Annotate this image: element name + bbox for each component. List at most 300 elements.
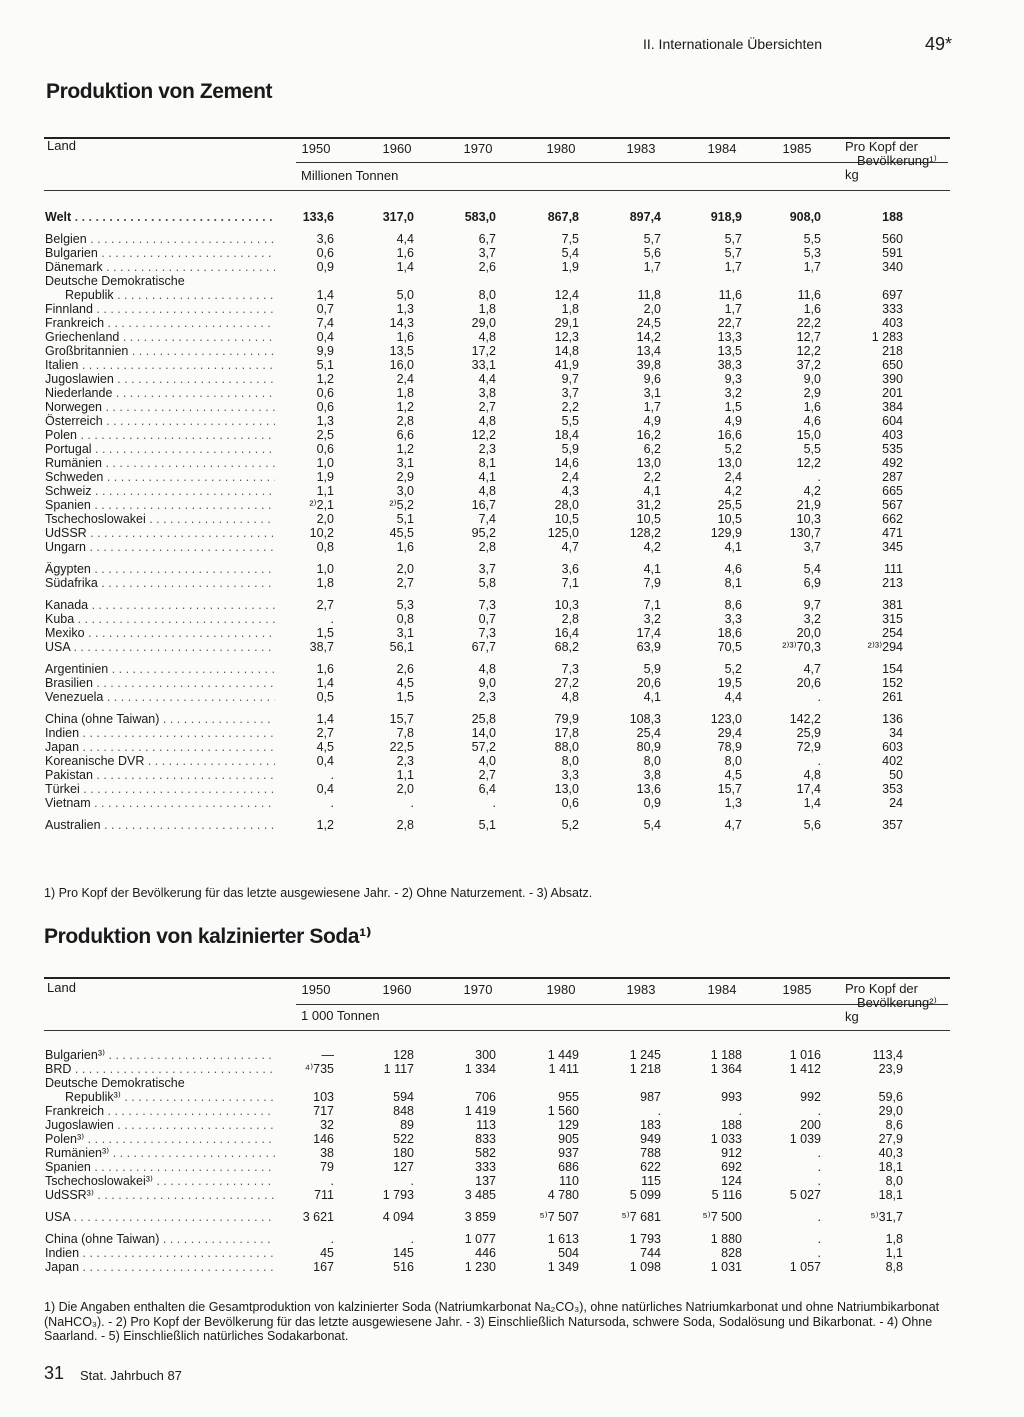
cell-value: 1 230 [464, 1260, 496, 1274]
cell-value: 4,8 [478, 414, 496, 428]
row-label: Vietnam . . . [45, 796, 275, 810]
cell-value: 127 [393, 1160, 414, 1174]
cell-value: 128 [393, 1048, 414, 1062]
cell-value: 14,2 [636, 330, 661, 344]
cell-value: 4,9 [724, 414, 742, 428]
cell-value: 2,7 [316, 598, 334, 612]
cell-value: 188 [721, 1118, 742, 1132]
cell-value: 72,9 [796, 740, 821, 754]
row-label: Australien . . . [45, 818, 275, 832]
cell-value: 4,2 [643, 540, 661, 554]
cell-value: 848 [393, 1104, 414, 1118]
cell-value: 29,0 [878, 1104, 903, 1118]
cell-value: 0,6 [316, 246, 334, 260]
cell-value: 5,3 [803, 246, 821, 260]
cell-value: 0,6 [316, 386, 334, 400]
table-row [44, 372, 950, 386]
table-row [44, 512, 950, 526]
cell-value: . [817, 1246, 821, 1260]
cell-value: 12,2 [471, 428, 496, 442]
cell-value: 28,0 [554, 498, 579, 512]
cell-value: 5,4 [561, 246, 579, 260]
row-label: China (ohne Taiwan) . . . [45, 712, 275, 726]
cement-unit: Millionen Tonnen [301, 168, 399, 183]
cell-value: 1 560 [547, 1104, 579, 1118]
cell-value: 4,5 [724, 768, 742, 782]
cell-value: 1,8 [316, 576, 334, 590]
cell-value: 4,4 [478, 372, 496, 386]
cell-value: 95,2 [471, 526, 496, 540]
cell-value: 7,4 [478, 512, 496, 526]
row-label: Tschechoslowakei³⁾ . . . [45, 1174, 275, 1188]
cell-value: 103 [313, 1090, 334, 1104]
table-row [44, 526, 950, 540]
year-header: 1980 [546, 141, 576, 156]
table-row [44, 598, 950, 612]
cell-value: 5,5 [561, 414, 579, 428]
cell-value: 7,8 [396, 726, 414, 740]
cell-value: 1 411 [548, 1062, 579, 1076]
cell-value: . [817, 1104, 821, 1118]
cell-value: 22,2 [796, 316, 821, 330]
row-label: Portugal . . . [45, 442, 275, 456]
cell-value: 16,6 [717, 428, 742, 442]
cell-value: 7,9 [643, 576, 661, 590]
cell-value: 1,3 [316, 414, 334, 428]
cell-value: 1 613 [547, 1232, 579, 1246]
cell-value: 1,6 [803, 400, 821, 414]
cell-value: 261 [882, 690, 903, 704]
cell-value: 17,4 [636, 626, 661, 640]
table-row [44, 484, 950, 498]
cell-value: 1,0 [316, 562, 334, 576]
cell-value: 1,4 [316, 676, 334, 690]
cell-value: 300 [475, 1048, 496, 1062]
cell-value: 17,2 [471, 344, 496, 358]
year-header: 1983 [626, 141, 656, 156]
table-row [44, 330, 950, 344]
cell-value: 29,1 [554, 316, 579, 330]
table-row [44, 1246, 950, 1260]
cell-value: 402 [882, 754, 903, 768]
cell-value: 125,0 [547, 526, 579, 540]
cell-value: 622 [640, 1160, 661, 1174]
cell-value: 0,6 [316, 400, 334, 414]
cell-value: 908,0 [789, 210, 821, 224]
cell-value: 1,5 [724, 400, 742, 414]
cell-value: 4,4 [724, 690, 742, 704]
cell-value: 4,7 [803, 662, 821, 676]
cell-value: 1 218 [629, 1062, 661, 1076]
table-row [44, 1232, 950, 1246]
cell-value: 0,8 [396, 612, 414, 626]
cell-value: 13,3 [717, 330, 742, 344]
cell-value: 2,8 [396, 818, 414, 832]
cell-value: 1 039 [789, 1132, 821, 1146]
cell-value: 2,3 [478, 442, 496, 456]
cell-value: 16,0 [389, 358, 414, 372]
cell-value: 3,6 [316, 232, 334, 246]
cell-value: . [817, 754, 821, 768]
cell-value: 4,0 [478, 754, 496, 768]
cell-value: 25,8 [471, 712, 496, 726]
table-row [44, 1132, 950, 1146]
cell-value: 154 [882, 662, 903, 676]
cell-value: 16,7 [471, 498, 496, 512]
cell-value: 3,1 [643, 386, 661, 400]
cell-value: 686 [558, 1160, 579, 1174]
cell-value: 1,5 [316, 626, 334, 640]
row-label: Ungarn . . . [45, 540, 275, 554]
cell-value: 4,5 [396, 676, 414, 690]
cell-value: 5,0 [396, 288, 414, 302]
group-spacer [44, 704, 950, 712]
cell-value: 665 [882, 484, 903, 498]
cell-value: 41,9 [554, 358, 579, 372]
section-title: II. Internationale Übersichten [643, 36, 822, 52]
cell-value: 662 [882, 512, 903, 526]
cell-value: 38,7 [309, 640, 334, 654]
cell-value: 39,8 [636, 358, 661, 372]
cell-value: 34 [889, 726, 903, 740]
row-label: Niederlande . . . [45, 386, 275, 400]
row-label: Japan . . . [45, 740, 275, 754]
table-row [44, 676, 950, 690]
year-header: 1950 [301, 982, 331, 997]
cell-value: 1,9 [316, 470, 334, 484]
cell-value: 12,7 [796, 330, 821, 344]
cell-value: 5,2 [561, 818, 579, 832]
cell-value: 78,9 [717, 740, 742, 754]
cell-value: 111 [883, 562, 903, 576]
cell-value: 2,9 [396, 470, 414, 484]
cell-value: 1 245 [629, 1048, 661, 1062]
cell-value: 5,7 [724, 232, 742, 246]
table-row [44, 498, 950, 512]
table-row [44, 1090, 950, 1104]
row-label: Polen . . . [45, 428, 275, 442]
year-header: 1983 [626, 982, 656, 997]
cell-value: 697 [882, 288, 903, 302]
cell-value: 604 [882, 414, 903, 428]
cell-value: 14,6 [554, 456, 579, 470]
cell-value: . [817, 1174, 821, 1188]
cell-value: 3,7 [803, 540, 821, 554]
table-row [44, 1188, 950, 1202]
cell-value: 504 [558, 1246, 579, 1260]
cell-value: 18,6 [717, 626, 742, 640]
cell-value: 897,4 [629, 210, 661, 224]
cell-value: 937 [558, 1146, 579, 1160]
cell-value: 7,4 [316, 316, 334, 330]
cell-value: 317,0 [382, 210, 414, 224]
cell-value: 15,0 [796, 428, 821, 442]
cement-table [44, 210, 950, 832]
cell-value: 1,6 [396, 330, 414, 344]
cell-value: 2,3 [478, 690, 496, 704]
cell-value: 4,8 [561, 690, 579, 704]
cell-value: 0,5 [316, 690, 334, 704]
table-row [44, 442, 950, 456]
cell-value: ²⁾³⁾70,3 [782, 640, 821, 654]
cell-value: 3,7 [478, 246, 496, 260]
cell-value: 492 [882, 456, 903, 470]
cell-value: 5,1 [316, 358, 334, 372]
cell-value: 12,3 [554, 330, 579, 344]
row-label: Frankreich . . . [45, 1104, 275, 1118]
cell-value: 6,6 [396, 428, 414, 442]
row-label: China (ohne Taiwan) . . . [45, 1232, 275, 1246]
cell-value: 2,7 [316, 726, 334, 740]
page-number-top: 49* [925, 34, 953, 54]
cell-value: 11,8 [637, 288, 661, 302]
cell-value: 4,8 [478, 484, 496, 498]
cell-value: 1,1 [316, 484, 334, 498]
cell-value: 10,3 [554, 598, 579, 612]
cell-value: 3,2 [643, 612, 661, 626]
cell-value: 2,0 [643, 302, 661, 316]
cell-value: 403 [882, 316, 903, 330]
cell-value: 2,7 [478, 768, 496, 782]
cell-value: 1 793 [382, 1188, 414, 1202]
cell-value: 14,0 [471, 726, 496, 740]
cell-value: 1 419 [464, 1104, 496, 1118]
cell-value: 40,3 [878, 1146, 903, 1160]
table-row [44, 260, 950, 274]
table-row [44, 640, 950, 654]
cell-value: 5 099 [629, 1188, 661, 1202]
cell-value: 5,9 [643, 662, 661, 676]
row-label: Republik . . . [45, 288, 276, 302]
cell-value: 390 [882, 372, 903, 386]
cell-value: 2,4 [396, 372, 414, 386]
cell-value: 80,9 [636, 740, 661, 754]
cell-value: 403 [882, 428, 903, 442]
cell-value: 4,9 [643, 414, 661, 428]
cell-value: — [321, 1048, 334, 1062]
cell-value: 744 [640, 1246, 661, 1260]
cell-value: 4,3 [561, 484, 579, 498]
cell-value: 17,4 [796, 782, 821, 796]
cell-value: 1,8 [885, 1232, 903, 1246]
cell-value: 446 [475, 1246, 496, 1260]
cell-value: 1,8 [561, 302, 579, 316]
cell-value: 8,1 [724, 576, 742, 590]
cell-value: 213 [882, 576, 903, 590]
table-row [44, 316, 950, 330]
cell-value: 5,4 [643, 818, 661, 832]
cell-value: 4,8 [803, 768, 821, 782]
year-header: 1960 [382, 982, 412, 997]
cell-value: 1 188 [710, 1048, 742, 1062]
table-row [44, 740, 950, 754]
cell-value: 13,5 [389, 344, 414, 358]
cell-value: 56,1 [389, 640, 414, 654]
row-label: BRD . . . [45, 1062, 275, 1076]
cell-value: 16,2 [636, 428, 661, 442]
cell-value: 867,8 [547, 210, 579, 224]
cell-value: 13,4 [636, 344, 661, 358]
soda-per-capita-header: Pro Kopf der Bevölkerung²⁾ kg [845, 981, 937, 1024]
cell-value: 0,7 [316, 302, 334, 316]
cell-value: 167 [313, 1260, 334, 1274]
cell-value: 333 [475, 1160, 496, 1174]
cell-value: 33,1 [471, 358, 496, 372]
cell-value: 2,8 [478, 540, 496, 554]
cell-value: 88,0 [554, 740, 579, 754]
table-row [44, 414, 950, 428]
cell-value: 1 016 [789, 1048, 821, 1062]
cell-value: . [330, 1232, 334, 1246]
cell-value: 8,6 [885, 1118, 903, 1132]
cell-value: 3,1 [396, 456, 414, 470]
cell-value: 27,2 [554, 676, 579, 690]
cell-value: 4,6 [803, 414, 821, 428]
cell-value: 5,7 [643, 232, 661, 246]
row-label: Schweden . . . [45, 470, 275, 484]
cell-value: ⁵⁾7 681 [621, 1210, 661, 1224]
year-header: 1985 [782, 982, 812, 997]
cell-value: . [817, 1146, 821, 1160]
cell-value: 1,6 [396, 540, 414, 554]
cell-value: 1,1 [396, 768, 414, 782]
cell-value: 17,8 [554, 726, 579, 740]
row-label: Ägypten . . . [45, 562, 275, 576]
table-row [44, 562, 950, 576]
cell-value: 18,4 [554, 428, 579, 442]
cell-value: 582 [475, 1146, 496, 1160]
cell-value: 180 [393, 1146, 414, 1160]
cell-value: 3,8 [478, 386, 496, 400]
row-label: Spanien . . . [45, 498, 275, 512]
cell-value: 717 [313, 1104, 334, 1118]
cell-value: 11,6 [718, 288, 742, 302]
cell-value: 5,6 [643, 246, 661, 260]
cell-value: 3,6 [561, 562, 579, 576]
cell-value: ²⁾³⁾294 [867, 640, 903, 654]
row-label: Großbritannien . . . [45, 344, 275, 358]
cement-title: Produktion von Zement [46, 80, 273, 103]
cell-value: 8,1 [478, 456, 496, 470]
cell-value: 70,5 [717, 640, 742, 654]
table-row [44, 1146, 950, 1160]
cell-value: 591 [882, 246, 903, 260]
cell-value: 89 [400, 1118, 414, 1132]
cell-value: ⁴⁾735 [304, 1062, 334, 1076]
table-row [44, 210, 950, 224]
year-header: 1970 [463, 141, 493, 156]
cell-value: 129,9 [710, 526, 742, 540]
year-header: 1950 [301, 141, 331, 156]
cell-value: 535 [882, 442, 903, 456]
cell-value: 5,4 [803, 562, 821, 576]
cell-value: . [738, 1104, 742, 1118]
cell-value: 5,6 [803, 818, 821, 832]
cell-value: 10,3 [796, 512, 821, 526]
cell-value: 22,7 [717, 316, 742, 330]
cell-value: 3,0 [396, 484, 414, 498]
cell-value: 315 [882, 612, 903, 626]
cell-value: 2,2 [643, 470, 661, 484]
table-row [44, 428, 950, 442]
group-spacer [44, 224, 950, 232]
cell-value: 5,8 [478, 576, 496, 590]
cell-value: 13,0 [636, 456, 661, 470]
cell-value: 4,1 [643, 690, 661, 704]
cell-value: 3,7 [561, 386, 579, 400]
cell-value: 1 077 [464, 1232, 496, 1246]
table-row [44, 1104, 950, 1118]
cell-value: 2,7 [396, 576, 414, 590]
cement-col-land: Land [47, 138, 76, 153]
cell-value: 583,0 [464, 210, 496, 224]
cell-value: 9,7 [803, 598, 821, 612]
table-row [44, 662, 950, 676]
table-row [44, 470, 950, 484]
cell-value: 79 [320, 1160, 334, 1174]
cell-value: 136 [882, 712, 903, 726]
cell-value: ²⁾2,1 [309, 498, 334, 512]
publication-name: Stat. Jahrbuch 87 [80, 1368, 182, 1383]
cell-value: 381 [882, 598, 903, 612]
row-label: Bulgarien³⁾ . . . [45, 1048, 275, 1062]
cell-value: 59,6 [878, 1090, 903, 1104]
soda-header-bottom-rule [44, 1030, 950, 1031]
cell-value: 145 [393, 1246, 414, 1260]
cell-value: 1,8 [396, 386, 414, 400]
cell-value: 7,5 [561, 232, 579, 246]
cell-value: 4,5 [316, 740, 334, 754]
cell-value: 0,4 [316, 330, 334, 344]
cell-value: 9,9 [316, 344, 334, 358]
row-label: Norwegen . . . [45, 400, 275, 414]
cell-value: 50 [889, 768, 903, 782]
cell-value: 2,7 [478, 400, 496, 414]
cell-value: . [330, 796, 334, 810]
cell-value: 1,2 [316, 818, 334, 832]
cell-value: 8,0 [885, 1174, 903, 1188]
cell-value: 603 [882, 740, 903, 754]
cell-value: 4,1 [643, 484, 661, 498]
cell-value: 0,6 [561, 796, 579, 810]
cell-value: 3 621 [302, 1210, 334, 1224]
cell-value: 1,2 [396, 442, 414, 456]
cell-value: 9,6 [643, 372, 661, 386]
year-header: 1985 [782, 141, 812, 156]
cell-value: ²⁾5,2 [389, 498, 414, 512]
cell-value: ⁵⁾31,7 [870, 1210, 903, 1224]
cell-value: 1,6 [803, 302, 821, 316]
cell-value: 38 [320, 1146, 334, 1160]
row-label: Schweiz . . . [45, 484, 275, 498]
table-row [44, 782, 950, 796]
cell-value: 7,1 [643, 598, 661, 612]
row-label: Dänemark . . . [45, 260, 275, 274]
table-row [44, 726, 950, 740]
cell-value: 3 485 [464, 1188, 496, 1202]
row-label: Griechenland . . . [45, 330, 275, 344]
year-header: 1980 [546, 982, 576, 997]
cell-value: 1,9 [561, 260, 579, 274]
cell-value: 1 283 [871, 330, 903, 344]
cell-value: . [330, 1174, 334, 1188]
cell-value: 63,9 [636, 640, 661, 654]
cell-value: 1 412 [789, 1062, 821, 1076]
cell-value: 18,1 [878, 1188, 903, 1202]
cell-value: 955 [558, 1090, 579, 1104]
table-row [44, 818, 950, 832]
cell-value: 5,7 [724, 246, 742, 260]
